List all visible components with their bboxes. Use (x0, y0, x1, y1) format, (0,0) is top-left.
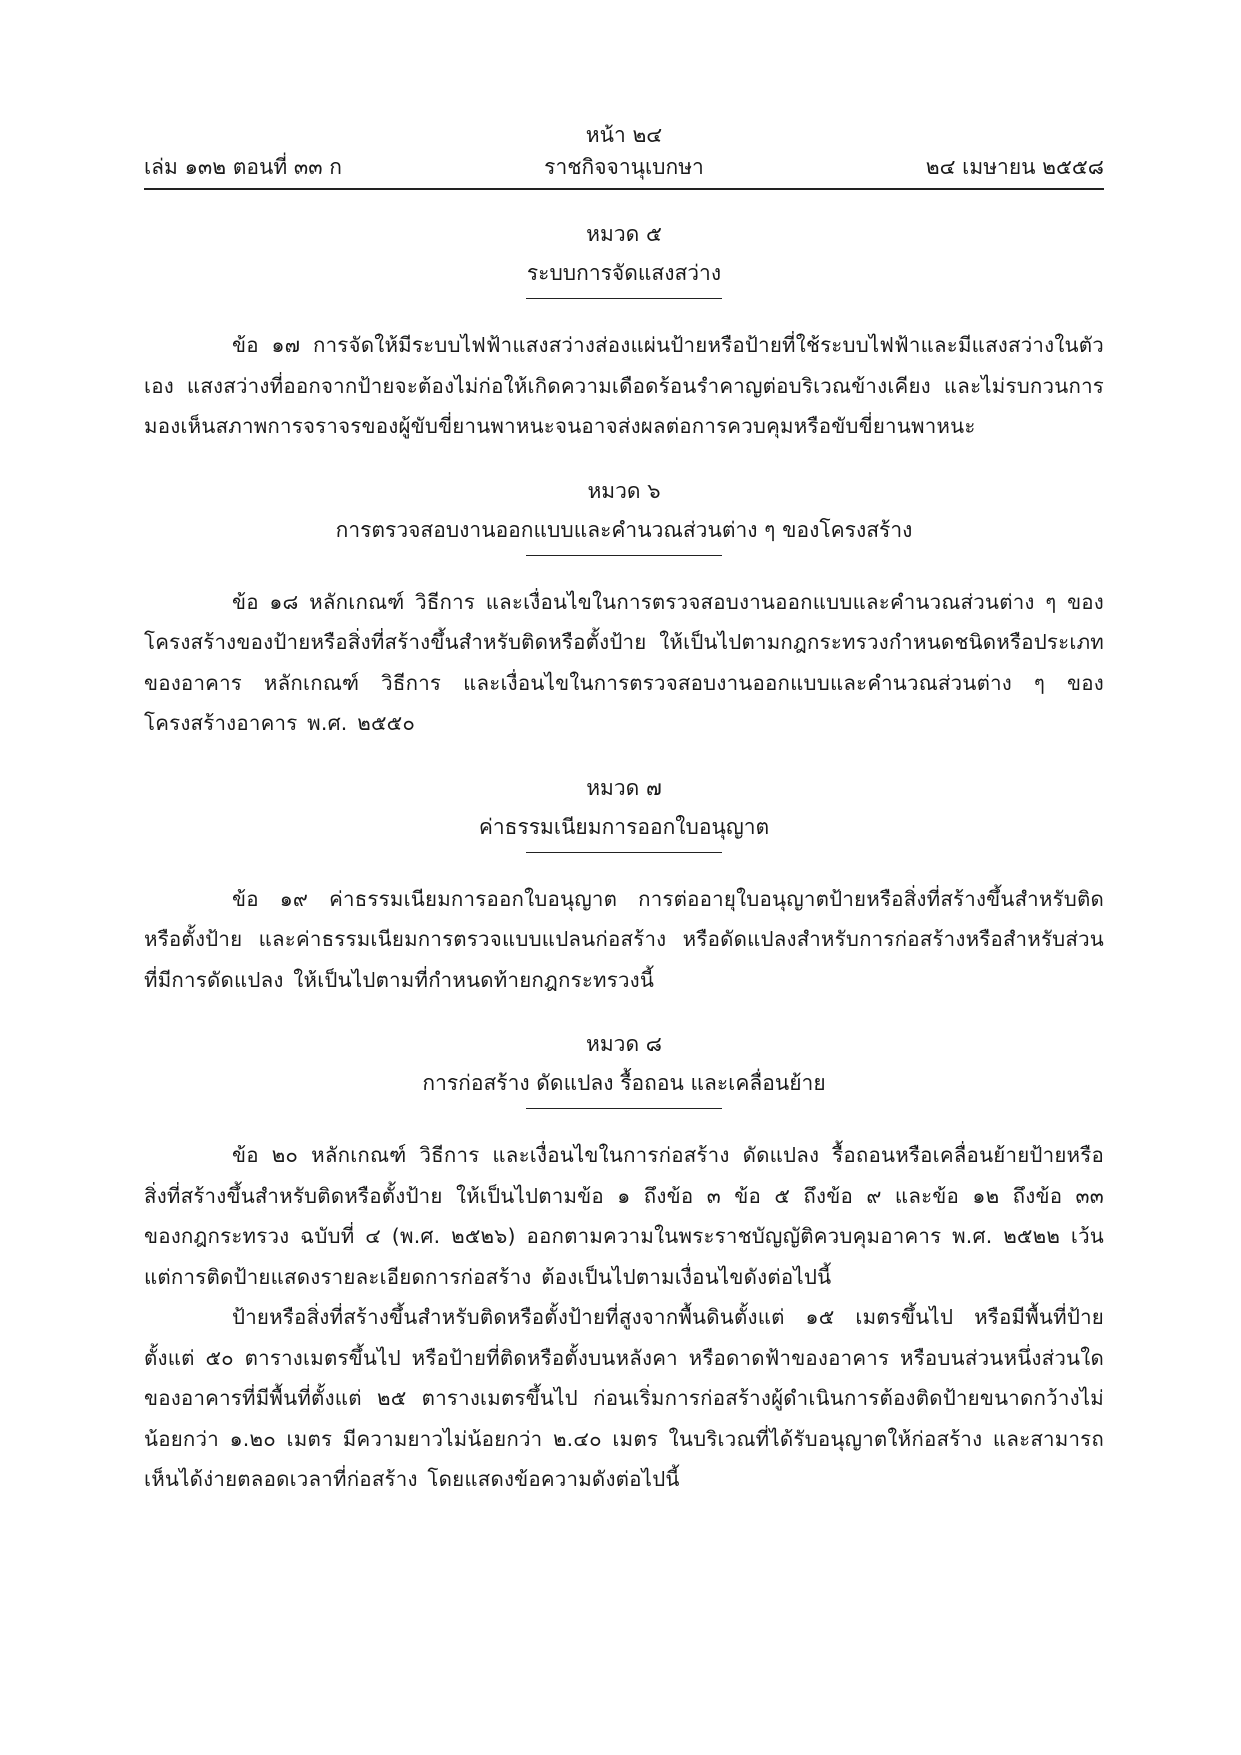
paragraph-text: ข้อ ๑๙ ค่าธรรมเนียมการออกใบอนุญาต การต่ออายุใบอนุญาตป้ายหรือสิ่งที่สร้างขึ้นสำหรับติดหรือตั้งป้าย และค่าธรรมเนียมการตรวจแบบแปลนก่อสร้าง หรือดัดแปลงสำหรับการก่อสร้างหรือสำหรับส่วนที่มีการดัดแปลง ให้เป็นไปตามที่กำหนดท้ายกฎกระทรวงนี้ (144, 886, 1104, 992)
header-divider (144, 188, 1104, 190)
section-paragraph (144, 879, 1104, 1001)
publication-date: ๒๔ เมษายน ๒๕๕๘ (925, 155, 1104, 179)
chapter-divider (526, 298, 722, 299)
chapter-heading (144, 216, 1104, 299)
publication-title: ราชกิจจานุเบกษา (544, 155, 704, 179)
chapter-title: ระบบการจัดแสงสว่าง (526, 261, 722, 285)
chapter-number: หมวด ๖ (587, 478, 661, 503)
chapter-title: ค่าธรรมเนียมการออกใบอนุญาต (478, 814, 770, 839)
chapter-title: การตรวจสอบงานออกแบบและคำนวณส่วนต่าง ๆ ของโครงสร้าง (335, 517, 913, 542)
document-page (144, 120, 1104, 1500)
chapter-number: หมวด ๕ (586, 222, 662, 246)
paragraph-text: ข้อ ๑๘ หลักเกณฑ์ วิธีการ และเงื่อนไขในการตรวจสอบงานออกแบบและคำนวณส่วนต่าง ๆ ของโครงสร้างของป้ายหรือสิ่งที่สร้างขึ้นสำหรับติดหรือตั้งป้าย ให้เป็นไปตามกฎกระทรวงกำหนดชนิดหรือประเภทของอาคาร หลักเกณฑ์ วิธีการ และเงื่อนไขในการตรวจสอบงานออกแบบและคำนวณส่วนต่าง ๆ ของโครงสร้างอาคาร พ.ศ. ๒๕๕๐ (144, 589, 1104, 735)
paragraph-text: ข้อ ๒๐ หลักเกณฑ์ วิธีการ และเงื่อนไขในการก่อสร้าง ดัดแปลง รื้อถอนหรือเคลื่อนย้ายป้ายหรือสิ่งที่สร้างขึ้นสำหรับติดหรือตั้งป้าย ให้เป็นไปตามข้อ ๑ ถึงข้อ ๓ ข้อ ๕ ถึงข้อ ๙ และข้อ ๑๒ ถึงข้อ ๓๓ ของกฎกระทรวง ฉบับที่ ๔ (พ.ศ. ๒๕๒๖) ออกตามความในพระราชบัญญัติควบคุมอาคาร พ.ศ. ๒๕๒๒ เว้นแต่การติดป้ายแสดงรายละเอียดการก่อสร้าง ต้องเป็นไปตามเงื่อนไขดังต่อไปนี้ (144, 1143, 1104, 1289)
chapter-heading (144, 473, 1104, 556)
chapter-divider (526, 1108, 722, 1109)
paragraph-text: ป้ายหรือสิ่งที่สร้างขึ้นสำหรับติดหรือตั้งป้ายที่สูงจากพื้นดินตั้งแต่ ๑๕ เมตรขึ้นไป หรือมีพื้นที่ป้ายตั้งแต่ ๕๐ ตารางเมตรขึ้นไป หรือป้ายที่ติดหรือตั้งบนหลังคา หรือดาดฟ้าของอาคาร หรือบนส่วนหนึ่งส่วนใดของอาคารที่มีพื้นที่ตั้งแต่ ๒๕ ตารางเมตรขึ้นไป ก่อนเริ่มการก่อสร้างผู้ดำเนินการต้องติดป้ายขนาดกว้างไม่น้อยกว่า ๑.๒๐ เมตร มีความยาวไม่น้อยกว่า ๒.๔๐ เมตร ในบริเวณที่ได้รับอนุญาตให้ก่อสร้าง และสามารถเห็นได้ง่ายตลอดเวลาที่ก่อสร้าง โดยแสดงข้อความดังต่อไปนี้ (144, 1305, 1104, 1491)
section-paragraph (144, 325, 1104, 447)
chapter-heading (144, 770, 1104, 853)
section-paragraph (144, 582, 1104, 744)
chapter-number: หมวด ๘ (586, 1032, 662, 1056)
paragraph-text: ข้อ ๑๗ การจัดให้มีระบบไฟฟ้าแสงสว่างส่องแผ่นป้ายหรือป้ายที่ใช้ระบบไฟฟ้าและมีแสงสว่างในตัวเอง แสงสว่างที่ออกจากป้ายจะต้องไม่ก่อให้เกิดความเดือดร้อนรำคาญต่อบริเวณข้างเคียง และไม่รบกวนการมองเห็นสภาพการจราจรของผู้ขับขี่ยานพาหนะจนอาจส่งผลต่อการควบคุมหรือขับขี่ยานพาหนะ (144, 333, 1104, 438)
chapter-title: การก่อสร้าง ดัดแปลง รื้อถอน และเคลื่อนย้าย (422, 1071, 826, 1095)
chapter-number: หมวด ๗ (586, 775, 662, 800)
section-paragraph (144, 1297, 1104, 1500)
volume-issue: เล่ม ๑๓๒ ตอนที่ ๓๓ ก (144, 155, 342, 179)
section-paragraph (144, 1135, 1104, 1297)
chapter-heading (144, 1026, 1104, 1109)
chapter-divider (526, 555, 722, 556)
page-number: หน้า ๒๔ (585, 123, 663, 147)
chapter-divider (526, 852, 722, 853)
gazette-header (144, 150, 1104, 184)
